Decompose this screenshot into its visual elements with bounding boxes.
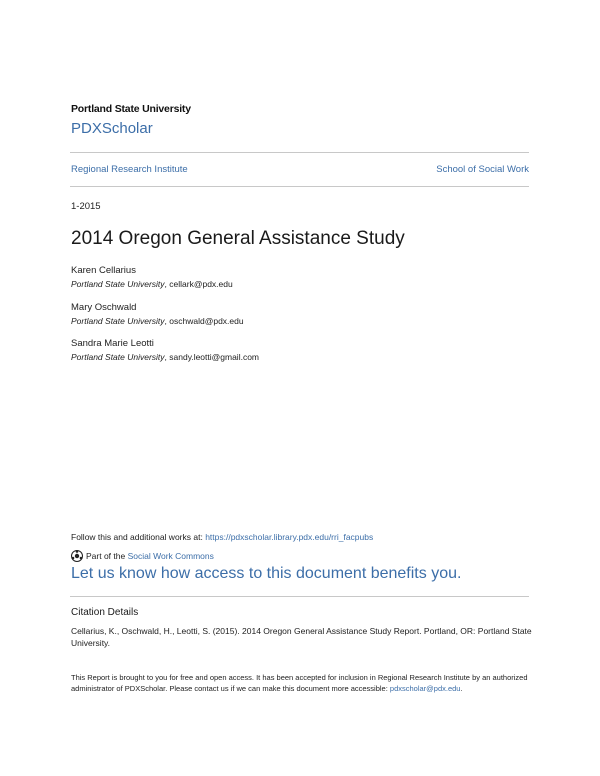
commons-network-icon [71, 550, 83, 562]
access-notice: This Report is brought to you for free and open access. It has been accepted for inclusion in Regional Research Institute by an authorized administrator of PDXScholar. Please contact us if we can make this document more accessible: pdxscholar@pdx.edu. [71, 673, 528, 693]
part-of-line: Part of the Social Work Commons [71, 550, 214, 562]
author-name: Mary Oschwald [71, 302, 137, 313]
repository-logo-link[interactable]: PDXScholar [71, 120, 153, 137]
follow-line: Follow this and additional works at: https://pdxscholar.library.pdx.edu/rri_facpubs [71, 532, 374, 542]
citation-text: Cellarius, K., Oschwald, H., Leotti, S. (2015). 2014 Oregon General Assistance Study Report. Portland, OR: Portland State University. [71, 626, 532, 648]
regional-research-institute-link[interactable]: Regional Research Institute [71, 164, 188, 175]
university-name: Portland State University [71, 103, 191, 115]
let-us-know-link[interactable]: Let us know how access to this document benefits you. [71, 565, 462, 582]
contact-email-link[interactable]: pdxscholar@pdx.edu [389, 684, 461, 693]
school-of-social-work-link[interactable]: School of Social Work [436, 164, 529, 175]
author-affiliation: Portland State University, oschwald@pdx.edu [71, 316, 244, 326]
author-name: Sandra Marie Leotti [71, 338, 154, 349]
author-affiliation: Portland State University, sandy.leotti@gmail.com [71, 352, 260, 362]
divider-bottom [70, 186, 529, 187]
document-title: 2014 Oregon General Assistance Study [71, 228, 405, 249]
citation-heading: Citation Details [71, 607, 139, 618]
collection-url-link[interactable]: https://pdxscholar.library.pdx.edu/rri_facpubs [205, 532, 374, 542]
social-work-commons-link[interactable]: Social Work Commons [127, 551, 214, 561]
publication-date: 1-2015 [71, 201, 101, 212]
author-affiliation: Portland State University, cellark@pdx.edu [71, 279, 233, 289]
divider-citation [70, 596, 529, 597]
author-name: Karen Cellarius [71, 265, 136, 276]
divider-top [70, 152, 529, 153]
